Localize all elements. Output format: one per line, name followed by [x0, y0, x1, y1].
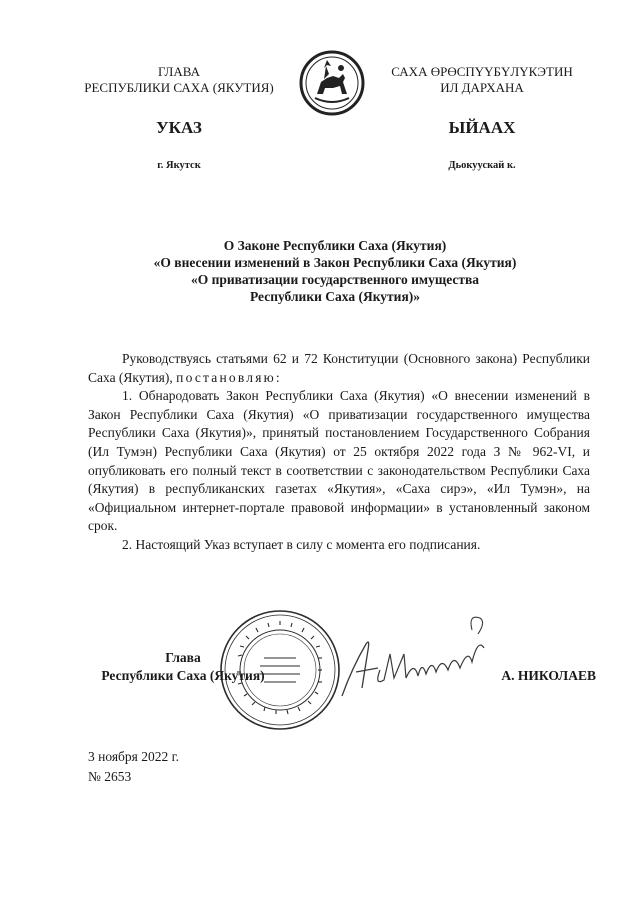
doc-type-ru: УКАЗ — [156, 118, 202, 137]
decree-date: 3 ноября 2022 г. — [88, 749, 180, 764]
decree-title — [80, 237, 590, 305]
decree-body — [88, 350, 590, 555]
title-line: Республики Саха (Якутия)» — [249, 289, 420, 304]
title-line: «О приватизации государственного имущества — [190, 272, 480, 287]
item-1: 1. Обнародовать Закон Республики Саха (Якутия) «О внесении изменений в Закон Республики Саха (Якутия) «О приватизации государственного имущества Республики Саха (Якутия)», принятый постановлением Государственного Собрания (Ил Тумэн) Республики Саха (Якутия) от 25 октября 2022 года З № 962-VI, и опубликовать его полный текст в соответствии с законодательством Республики Саха (Якутия) в республиканских газетах «Якутия», «Саха сирэ», «Ил Тумэн», на «Официальном интернет-портале правовой информации» в установленный законом срок. — [88, 388, 590, 534]
doc-type-sakha: ЫЙААХ — [448, 118, 516, 137]
intro-paragraph — [88, 350, 590, 387]
signatory-title-line-1: Глава — [165, 650, 201, 665]
issuer-sakha-line-1: САХА ӨРӨСПҮҮБҮЛҮКЭТИН — [391, 64, 573, 79]
decree-footer — [88, 747, 179, 787]
signatory-title — [88, 649, 278, 685]
issuer-sakha-line-2: ИЛ ДАРХАНА — [440, 80, 524, 95]
issuer-header-ru — [60, 64, 298, 96]
decree-number: № 2653 — [88, 769, 132, 784]
city-ru: г. Якутск — [157, 160, 201, 171]
title-line: «О внесении изменений в Закон Республики Саха (Якутия) — [153, 255, 517, 270]
city-sakha: Дьокуускай к. — [448, 160, 516, 171]
decree-word: постановляю: — [176, 369, 282, 385]
signatory-title-line-2: Республики Саха (Якутия) — [101, 668, 265, 683]
item-2: 2. Настоящий Указ вступает в силу с момента его подписания. — [122, 536, 481, 552]
handwritten-signature — [322, 608, 502, 708]
issuer-line-2: РЕСПУБЛИКИ САХА (ЯКУТИЯ) — [84, 80, 274, 95]
title-line: О Законе Республики Саха (Якутия) — [223, 238, 447, 253]
issuer-header-sakha — [368, 64, 596, 96]
coat-of-arms-emblem — [297, 48, 367, 118]
signatory-name: А. НИКОЛАЕВ — [501, 668, 596, 683]
intro-text: Руководствуясь статьями 62 и 72 Конституции (Основного закона) Республики Саха (Якутия), — [88, 351, 590, 385]
issuer-line-1: ГЛАВА — [158, 64, 200, 79]
